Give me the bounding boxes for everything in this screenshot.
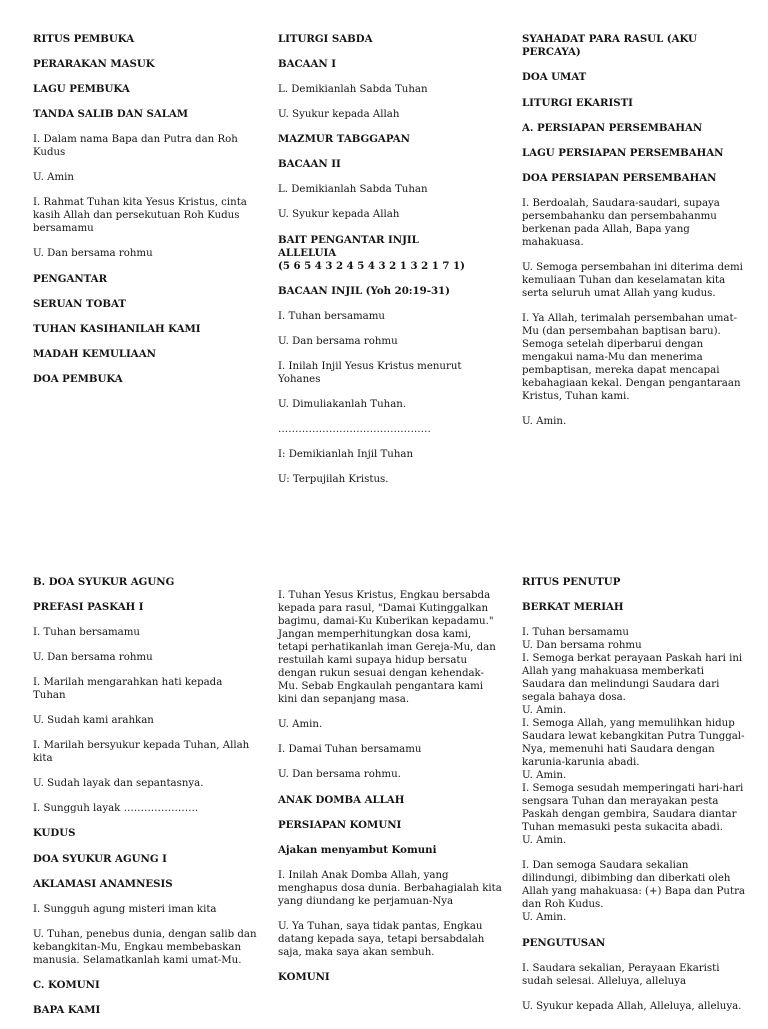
column-liturgi-sabda: [278, 33, 503, 498]
section-heading: C. KOMUNI: [33, 979, 100, 991]
liturgy-line: I. Dalam nama Bapa dan Putra dan Roh Kudus: [33, 134, 238, 158]
liturgy-line: U. Amin.: [522, 416, 567, 427]
section-heading: KOMUNI: [278, 971, 330, 983]
liturgy-line: U. Dan bersama rohmu.: [278, 769, 401, 780]
liturgy-line: U. Semoga persembahan ini diterima demi kemuliaan Tuhan dan keselamatan kita serta seluruh umat Allah yang kudus.: [522, 262, 743, 299]
liturgy-line: U. Dimuliakanlah Tuhan.: [278, 399, 407, 410]
liturgy-line: I. Sungguh agung misteri iman kita: [33, 904, 217, 915]
section-heading: MADAH KEMULIAAN: [33, 348, 156, 360]
section-heading: DOA PEMBUKA: [33, 373, 123, 385]
section-heading: BACAAN INJIL (Yoh 20:19-31): [278, 285, 450, 297]
section-heading: PREFASI PASKAH I: [33, 601, 144, 613]
liturgy-line: U. Syukur kepada Allah, Alleluya, alleluya.: [522, 1001, 742, 1012]
section-heading: RITUS PEMBUKA: [33, 33, 135, 45]
liturgy-line: U. Ya Tuhan, saya tidak pantas, Engkau datang kepada saya, tetapi bersabdalah saja, maka saya akan sembuh.: [278, 921, 485, 958]
liturgy-line: I. Saudara sekalian, Perayaan Ekaristi sudah selesai. Alleluya, alleluya: [522, 963, 720, 987]
section-heading: RITUS PENUTUP: [522, 576, 621, 588]
section-heading: SYAHADAT PARA RASUL (AKU PERCAYA): [522, 33, 697, 58]
section-heading: BAIT PENGANTAR INJIL ALLELUIA (5 6 5 4 3 2 4 5 4 3 2 1 3 2 1 7 1): [278, 234, 465, 272]
section-heading: Ajakan menyambut Komuni: [278, 844, 437, 856]
section-heading: LITURGI EKARISTI: [522, 97, 633, 109]
liturgy-line: U. Syukur kepada Allah: [278, 209, 400, 220]
section-heading: MAZMUR TABGGAPAN: [278, 133, 410, 145]
section-heading: SERUAN TOBAT: [33, 298, 126, 310]
column-ritus-pembuka: [33, 33, 258, 398]
liturgy-line: I. Semoga sesudah memperingati hari-hari sengsara Tuhan dan merayakan pesta Paskah dengan gembira, Saudara diantar Tuhan memasuki pesta sukacita abadi.: [522, 783, 744, 833]
section-heading: BERKAT MERIAH: [522, 601, 624, 613]
liturgy-line: L. Demikianlah Sabda Tuhan: [278, 184, 428, 195]
section-heading: DOA SYUKUR AGUNG I: [33, 853, 167, 865]
liturgy-line: I. Tuhan bersamamu: [33, 627, 140, 638]
liturgy-line: U. Amin.: [522, 770, 567, 781]
section-heading: PERSIAPAN KOMUNI: [278, 819, 402, 831]
section-heading: TANDA SALIB DAN SALAM: [33, 108, 189, 120]
liturgy-line: I. Dan semoga Saudara sekalian dilindungi, dibimbing dan diberkati oleh Allah yang mahakuasa: (+) Bapa dan Putra dan Roh Kudus.: [522, 860, 746, 910]
section-heading: LAGU PEMBUKA: [33, 83, 130, 95]
liturgy-line: L. Demikianlah Sabda Tuhan: [278, 84, 428, 95]
liturgy-line: I. Sungguh layak ………………….: [33, 803, 199, 814]
liturgy-line: I. Berdoalah, Saudara-saudari, supaya persembahanku dan persembahanmu berkenan pada Allah, Bapa yang mahakuasa.: [522, 198, 720, 248]
liturgy-line: U. Tuhan, penebus dunia, dengan salib dan kebangkitan-Mu, Engkau membebaskan manusia. Selamatkanlah kami umat-Mu.: [33, 929, 257, 966]
liturgy-line: I. Inilah Anak Domba Allah, yang menghapus dosa dunia. Berbahagialah kita yang diundang ke perjamuan-Nya: [278, 870, 502, 907]
liturgy-line: I. Marilah bersyukur kepada Tuhan, Allah kita: [33, 740, 250, 764]
liturgy-line: U. Syukur kepada Allah: [278, 109, 400, 120]
section-heading: PENGANTAR: [33, 273, 108, 285]
liturgy-line: I. Rahmat Tuhan kita Yesus Kristus, cinta kasih Allah dan persekutuan Roh Kudus bersamamu: [33, 197, 247, 234]
section-heading: PENGUTUSAN: [522, 937, 606, 949]
section-heading: BAPA KAMI: [33, 1004, 101, 1016]
liturgy-line: I. Semoga Allah, yang memulihkan hidup Saudara lewat kebangkitan Putra Tunggal-Nya, memenuhi hati Saudara dengan karunia-karunia abadi.: [522, 718, 745, 768]
section-heading: DOA UMAT: [522, 71, 587, 83]
liturgy-line: U. Sudah layak dan sepantasnya.: [33, 778, 204, 789]
liturgy-line: U. Dan bersama rohmu: [522, 640, 642, 651]
liturgy-line: U. Amin: [33, 172, 74, 183]
section-heading: TUHAN KASIHANILAH KAMI: [33, 323, 201, 335]
section-heading: A. PERSIAPAN PERSEMBAHAN: [522, 122, 703, 134]
liturgy-line: U. Dan bersama rohmu: [278, 336, 398, 347]
section-heading: ANAK DOMBA ALLAH: [278, 794, 405, 806]
liturgy-line: I. Inilah Injil Yesus Kristus menurut Yohanes: [278, 361, 462, 385]
liturgy-line: U. Amin.: [522, 705, 567, 716]
section-heading: LAGU PERSIAPAN PERSEMBAHAN: [522, 147, 724, 159]
liturgy-line: I. Marilah mengarahkan hati kepada Tuhan: [33, 677, 223, 701]
section-heading: LITURGI SABDA: [278, 33, 373, 45]
section-heading: B. DOA SYUKUR AGUNG: [33, 576, 175, 588]
column-doa-syukur-agung: [33, 576, 258, 1029]
liturgy-line: U. Dan bersama rohmu: [33, 652, 153, 663]
liturgy-line: U: Terpujilah Kristus.: [278, 474, 389, 485]
liturgy-line: I. Tuhan Yesus Kristus, Engkau bersabda kepada para rasul, "Damai Kutinggalkan bagimu, damai-Ku Kuberikan kepadamu." Jangan memperhitungkan dosa kami, tetapi perhatikanlah iman Gereja-Mu, dan restuilah kami supaya hidup bersatu dengan rukun sesuai dengan kehendak-Mu. Sebab Engkaulah pengantara kami kini dan sepanjang masa.: [278, 590, 496, 705]
liturgy-line: I. Damai Tuhan bersamamu: [278, 744, 422, 755]
liturgy-line: U. Sudah kami arahkan: [33, 715, 154, 726]
liturgy-line: I. Semoga berkat perayaan Paskah hari ini Allah yang mahakuasa memberkati Saudara dan melindungi Saudara dari segala bahaya dosa.: [522, 653, 743, 703]
liturgy-line: ………………………………………: [278, 424, 431, 435]
column-ritus-penutup: [522, 576, 747, 1025]
liturgy-line: U. Amin.: [278, 719, 323, 730]
liturgy-line: U. Dan bersama rohmu: [33, 248, 153, 259]
liturgy-line: U. Amin.: [522, 835, 567, 846]
liturgy-line: I. Tuhan bersamamu: [278, 311, 385, 322]
section-heading: BACAAN II: [278, 158, 341, 170]
section-heading: DOA PERSIAPAN PERSEMBAHAN: [522, 172, 717, 184]
section-heading: PERARAKAN MASUK: [33, 58, 155, 70]
liturgy-line: I. Ya Allah, terimalah persembahan umat-Mu (dan persembahan baptisan baru). Semoga setelah diperbarui dengan mengakui nama-Mu dan menerima pembaptisan, mereka dapat mencapai kebahagiaan kekal. Dengan pengantaraan Kristus, Tuhan kami.: [522, 313, 741, 402]
liturgy-line: U. Amin.: [522, 912, 567, 923]
column-komuni: [278, 589, 503, 996]
liturgy-line: I: Demikianlah Injil Tuhan: [278, 449, 414, 460]
section-heading: AKLAMASI ANAMNESIS: [33, 878, 173, 890]
liturgy-line: I. Tuhan bersamamu: [522, 627, 629, 638]
column-liturgi-ekaristi: [522, 33, 747, 440]
section-heading: BACAAN I: [278, 58, 337, 70]
section-heading: KUDUS: [33, 827, 76, 839]
